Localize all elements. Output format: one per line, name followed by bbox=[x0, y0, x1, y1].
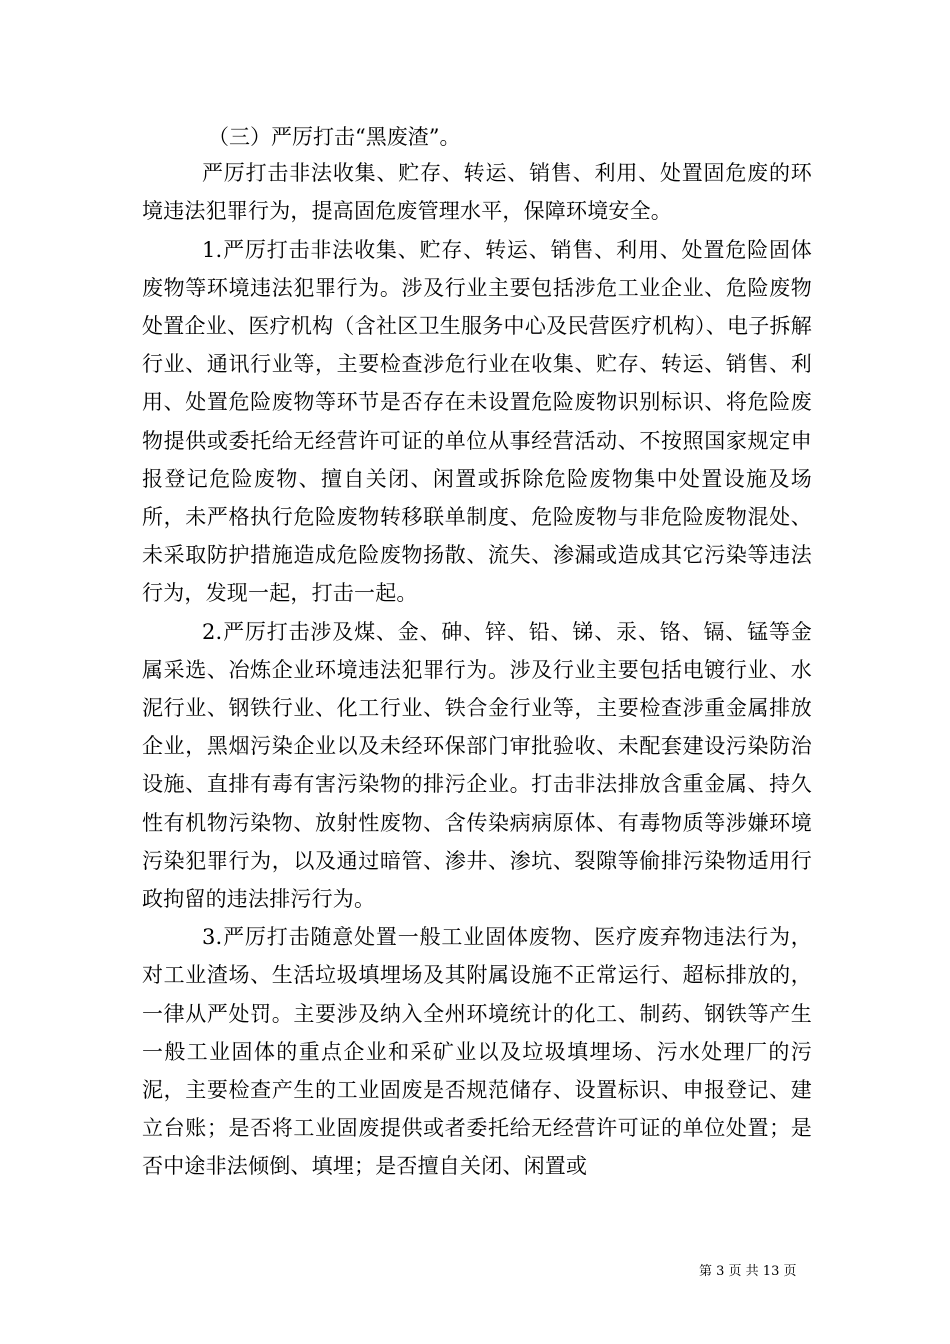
paragraph-item-3: 3.严厉打击随意处置一般工业固体废物、医疗废弃物违法行为，对工业渣场、生活垃圾填埋场及其附属设施不正常运行、超标排放的，一律从严处罚。主要涉及纳入全州环境统计的化工、制药、钢铁等产生一般工业固体的重点企业和采矿业以及垃圾填埋场、污水处理厂的污泥，主要检查产生的工业固废是否规范储存、设置标识、申报登记、建立台账；是否将工业固废提供或者委托给无经营许可证的单位处置；是否中途非法倾倒、填埋；是否擅自关闭、闲置或 bbox=[142, 925, 812, 1179]
paragraph-intro: 严厉打击非法收集、贮存、转运、销售、利用、处置固危废的环境违法犯罪行为，提高固危废管理水平，保障环境安全。 bbox=[142, 161, 812, 224]
page-number-footer: 第 3 页 共 13 页 bbox=[699, 1264, 797, 1279]
document-body bbox=[142, 118, 812, 1186]
paragraph-item-1: 1.严厉打击非法收集、贮存、转运、销售、利用、处置危险固体废物等环境违法犯罪行为。涉及行业主要包括涉危工业企业、危险废物处置企业、医疗机构（含社区卫生服务中心及民营医疗机构）、电子拆解行业、通讯行业等，主要检查涉危行业在收集、贮存、转运、销售、利用、处置危险废物等环节是否存在未设置危险废物识别标识、将危险废物提供或委托给无经营许可证的单位从事经营活动、不按照国家规定申报登记危险废物、擅自关闭、闲置或拆除危险废物集中处置设施及场所，未严格执行危险废物转移联单制度、危险废物与非危险废物混处、未采取防护措施造成危险废物扬散、流失、渗漏或造成其它污染等违法行为，发现一起，打击一起。 bbox=[142, 237, 812, 606]
section-heading: （三）严厉打击“黑废渣”。 bbox=[208, 125, 461, 149]
paragraph-item-2: 2.严厉打击涉及煤、金、砷、锌、铅、锑、汞、铬、镉、锰等金属采选、冶炼企业环境违法犯罪行为。涉及行业主要包括电镀行业、水泥行业、钢铁行业、化工行业、铁合金行业等，主要检查涉重金属排放企业，黑烟污染企业以及未经环保部门审批验收、未配套建设污染防治设施、直排有毒有害污染物的排污企业。打击非法排放含重金属、持久性有机物污染物、放射性废物、含传染病病原体、有毒物质等涉嫌环境污染犯罪行为，以及通过暗管、渗井、渗坑、裂隙等偷排污染物适用行政拘留的违法排污行为。 bbox=[142, 619, 812, 912]
